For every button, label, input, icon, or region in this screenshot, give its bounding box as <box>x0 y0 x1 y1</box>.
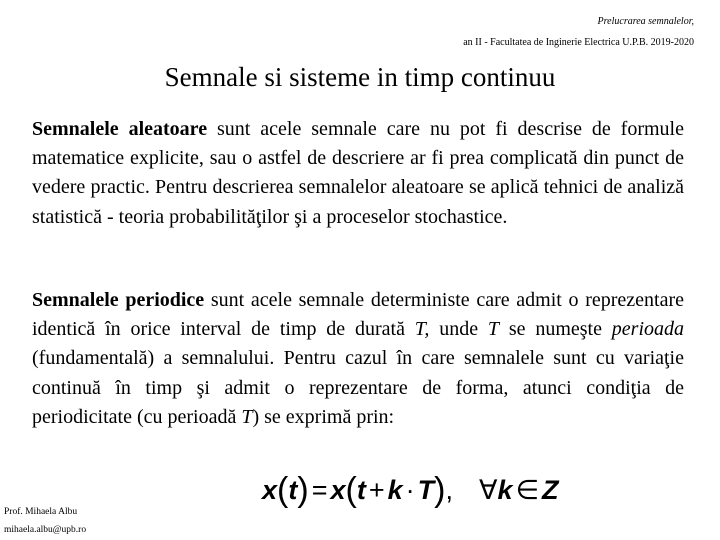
formula-t: t <box>288 475 298 505</box>
formula-dot: · <box>405 475 415 505</box>
formula-paren: ) <box>297 471 309 509</box>
formula-comma: , <box>445 475 453 505</box>
symbol-T: T <box>241 405 253 428</box>
formula-t: t <box>356 475 366 505</box>
formula-equals: = <box>311 475 328 505</box>
slide-title: Semnale si sisteme in timp continuu <box>164 62 556 92</box>
formula-k: k <box>387 475 403 505</box>
header-faculty: an II - Facultatea de Inginerie Electrica U.P.B. 2019-2020 <box>463 37 694 48</box>
term-perioada: perioada <box>611 318 684 341</box>
symbol-T: T, <box>414 318 430 341</box>
formula-k: k <box>497 475 513 505</box>
symbol-T: T <box>487 318 500 341</box>
periodic-text-1: sunt acele semnale deterministe care admit o reprezentare identică în orice interval de timp de durată <box>32 289 684 341</box>
formula-x: x <box>330 475 346 505</box>
formula-paren: ( <box>277 471 289 509</box>
formula-paren: ) <box>434 471 446 509</box>
term-periodic-signals: Semnalele periodice <box>32 289 205 311</box>
paragraph-random-signals <box>32 115 684 232</box>
header-course: Prelucrarea semnalelor, <box>597 16 694 27</box>
paragraph-periodic-signals <box>32 286 684 432</box>
footer-email: mihaela.albu@upb.ro <box>4 525 87 535</box>
term-random-signals: Semnalele aleatoare <box>32 118 208 140</box>
formula-x: x <box>262 475 278 505</box>
forall-symbol: ∀ <box>478 475 498 505</box>
formula-paren: ( <box>345 471 357 509</box>
footer-author: Prof. Mihaela Albu <box>4 507 78 517</box>
periodic-text-2: unde <box>429 318 488 341</box>
periodic-text-3: se numeşte <box>499 318 612 341</box>
formula-Z: Z <box>542 475 559 505</box>
formula-T: T <box>417 475 435 505</box>
periodic-text-5: ) se exprimă prin: <box>252 405 395 428</box>
paragraph-random-text: sunt acele semnale care nu pot fi descrise de formule matematice explicite, sau o astfel de descriere ar fi prea complicată din punct de vedere practic. Pentru descrierea semnalelor aleatoare se aplică tehnici de analiză statistică - teoria probabilităţilor şi a proceselor stochastice. <box>32 118 684 228</box>
element-of-symbol: ∈ <box>515 475 540 505</box>
formula-plus: + <box>368 475 385 505</box>
periodic-text-4: (fundamentală) a semnalului. Pentru cazul în care semnalele sunt cu variaţie continuă în timp şi admit o reprezentare de forma, atunci condiţia de periodicitate (cu perioadă <box>32 347 684 428</box>
periodicity-formula <box>262 468 592 512</box>
